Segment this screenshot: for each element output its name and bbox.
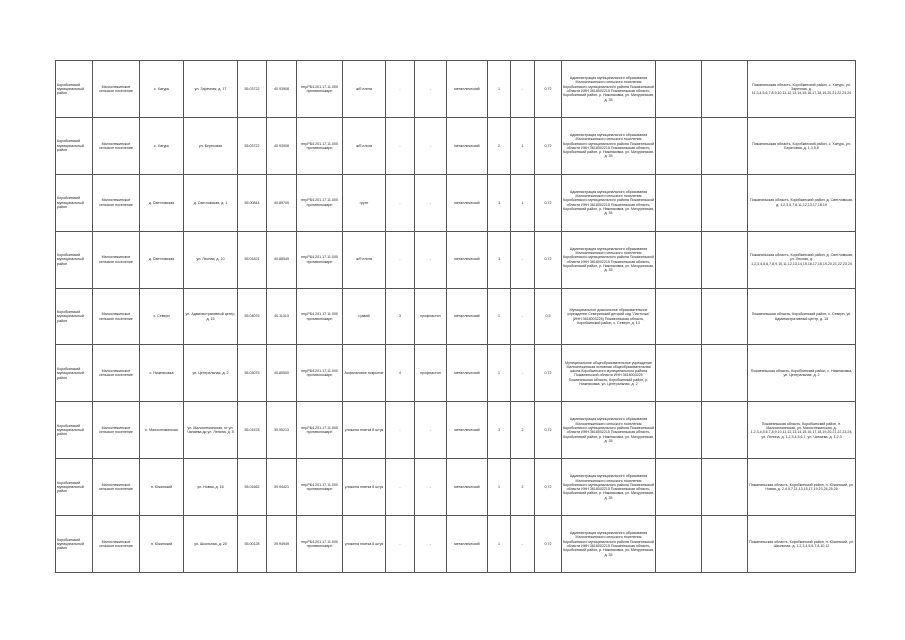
cell-district: Коробкинский муниципальный район [56,117,93,174]
cell-empty-col-a [656,174,702,231]
cell-fence: - [415,174,447,231]
cell-count: 3 [488,174,511,231]
cell-empty-col-a [656,117,702,174]
registry-body [56,61,856,573]
cell-settlement: Малоснежинское сельское поселение [93,288,140,345]
cell-owner: Администрация муниципального образования Малоснежинского сельского поселения Коробкинского муниципального района Пожаеяньской области ИНН 3618002215 Пожаеяньская область, Коробкинский район, р. Нижняковка, ул. Мичуринская, д. 35 [562,516,656,573]
cell-spare: - [511,231,535,288]
cell-district: Коробкинский муниципальный район [56,288,93,345]
cell-spare: 1 [511,117,535,174]
cell-surface: уложена плитка 8 штук [343,516,386,573]
cell-empty-col-a [656,231,702,288]
cell-address: ул. Школьная, д. 20 [184,516,238,573]
cell-empty-col-b [702,345,748,402]
cell-served-addresses: Пожаеяньская область, Коробкинский район, с. Хатурь, ул. Заречная, д. 11,3,4,5,6,7,8,9,10,11,12,13,14,15,16,17,18,19,20,21,22,23,24 [748,61,856,118]
cell-settlement: Малоснежинское сельское поселение [93,402,140,459]
cell-empty-col-b [702,288,748,345]
registry-sheet [55,60,855,573]
cell-container-type: металлический [447,288,488,345]
cell-latitude: 55.00128 [238,516,267,573]
cell-empty-col-b [702,117,748,174]
cell-locality: д. Светловская [140,174,184,231]
cell-container-code: ппу.РБ4.201.17.11.000 противопожарн [297,231,343,288]
cell-area: - [386,61,415,118]
cell-count: 1 [488,345,511,402]
cell-address: ул. Административный центр, д. 15 [184,288,238,345]
cell-settlement: Малоснежинское сельское поселение [93,345,140,402]
cell-latitude: 55.03722 [238,117,267,174]
cell-container-code: ппу.РБ4.201.17.11.000 противопожарн [297,402,343,459]
cell-spare: 1 [511,174,535,231]
cell-owner: Администрация муниципального образования Малоснежинского сельского поселения Коробкинского муниципального района Пожаеяньской области ИНН 3618002215 Пожаеяньская область, Коробкинский район, р. Нижняковка, ул. Мичуринская, д. 35 [562,459,656,516]
cell-settlement: Малоснежинское сельское поселение [93,231,140,288]
cell-latitude: 55.00844 [238,174,267,231]
table-row [56,117,856,174]
cell-district: Коробкинский муниципальный район [56,402,93,459]
cell-district: Коробкинский муниципальный район [56,516,93,573]
cell-fence: - [415,231,447,288]
cell-district: Коробкинский муниципальный район [56,231,93,288]
cell-empty-col-b [702,61,748,118]
cell-latitude: 55.03722 [238,61,267,118]
cell-settlement: Малоснежинское сельское поселение [93,459,140,516]
cell-locality: п. Южинский [140,516,184,573]
cell-fence: - [415,402,447,459]
cell-owner: Администрация муниципального образования Малоснежинского сельского поселения Коробкинского муниципального района Пожаеяньской области ИНН 3618002215 Пожаеяньская область, Коробкинский район, р. Нижняковка, ул. Мичуринская, д. 35 [562,174,656,231]
cell-count: 3 [488,402,511,459]
cell-longitude: 39.94949 [267,516,297,573]
cell-owner: Муниципальное дошкольное образовательное учреждение Северинский детский сад "Ласточка" (ИНН 3618003225) Пожаеяньская область, Коробкинский район, с. Северн, д. 13 [562,288,656,345]
cell-served-addresses: Пожаеяньская область, Коробкинский район, с. Хатурь, ул. Береговая, д. 1,3,5,8 [748,117,856,174]
cell-surface: ж/б плита [343,231,386,288]
cell-spare: - [511,61,535,118]
cell-longitude: 40.11313 [267,288,297,345]
table-row [56,516,856,573]
cell-locality: с. Северн [140,288,184,345]
cell-address: д. Светловская, д. 1 [184,174,238,231]
cell-surface: грунт [343,174,386,231]
cell-container-code: ппу.РБ4.201.17.11.000 противопожарн [297,516,343,573]
cell-container-type: металлический [447,402,488,459]
cell-empty-col-b [702,459,748,516]
cell-fence: профнастил [415,288,447,345]
cell-fence: - [415,61,447,118]
cell-served-addresses: Пожаеяньская область, Коробкинский район, п. Южинский, ул. Школьная, д. 1,2,3,4,5,6,7,8,10,12 [748,516,856,573]
cell-address: ул. Малоснежинская, от ул. Чапаева до ул. Ленина, д. 5 [184,402,238,459]
cell-locality: с. Нижняковка [140,345,184,402]
cell-container-code: ппу.РБ4.201.17.11.000 противопожарн [297,345,343,402]
cell-area: - [386,459,415,516]
cell-address: ул. Заречная, д. 17 [184,61,238,118]
cell-area: - [386,402,415,459]
cell-latitude: 55.01578 [238,402,267,459]
cell-surface: гравий [343,288,386,345]
cell-container-type: металлический [447,174,488,231]
cell-owner: Администрация муниципального образования Малоснежинского сельского поселения Коробкинского муниципального района Пожаеяньской области ИНН 3618002215 Пожаеяньская область, Коробкинский район, р. Нижняковка, ул. Мичуринская, д. 35 [562,231,656,288]
cell-volume: 0,72 [535,231,562,288]
cell-fence: - [415,459,447,516]
table-row [56,345,856,402]
table-row [56,231,856,288]
cell-district: Коробкинский муниципальный район [56,459,93,516]
cell-fence: - [415,516,447,573]
cell-empty-col-b [702,231,748,288]
cell-volume: 0,5 [535,288,562,345]
cell-spare: 2 [511,402,535,459]
cell-settlement: Малоснежинское сельское поселение [93,117,140,174]
cell-fence: профнастил [415,345,447,402]
cell-fence: - [415,117,447,174]
cell-container-code: ппу.РБ4.201.17.11.000 противопожарн [297,117,343,174]
cell-locality: с. Хатурь [140,117,184,174]
cell-spare: - [511,288,535,345]
cell-container-type: металлический [447,459,488,516]
cell-address: ул. Центральная, д. 2 [184,345,238,402]
cell-area: - [386,231,415,288]
cell-surface: ж/б плита [343,117,386,174]
cell-served-addresses: Пожаеяньская область, Коробкинский район, д. Светловская, ул. Лесная, д. 1,2,3,4,5,6,7,8,9,10,11,12,13,14,15,16,17,18,19,20,21,22,23,24 [748,231,856,288]
cell-volume: 0,72 [535,117,562,174]
cell-area: 3 [386,288,415,345]
cell-address: ул. Лесная, д. 10 [184,231,238,288]
cell-address: ул. Береговая [184,117,238,174]
cell-area: - [386,117,415,174]
cell-owner: Администрация муниципального образования Малоснежинского сельского поселения Коробкинского муниципального района Пожаеяньской области ИНН 3618002215 Пожаеяньская область, Коробкинский район, р. Нижняковка, ул. Мичуринская, д. 35 [562,117,656,174]
cell-owner: Администрация муниципального образования Малоснежинского сельского поселения Коробкинского муниципального района Пожаеяньской области ИНН 3618002215 Пожаеяньская область, Коробкинский район, р. Нижняковка, ул. Мичуринская, д. 35 [562,61,656,118]
cell-owner: Администрация муниципального образования Малоснежинского сельского поселения Коробкинского муниципального района Пожаеяньской области ИНН 3618002215 Пожаеяньская область, Коробкинский район, р. Нижняковка, ул. Мичуринская, д. 35 [562,402,656,459]
table-row [56,61,856,118]
cell-volume: 0,72 [535,174,562,231]
cell-settlement: Малоснежинское сельское поселение [93,61,140,118]
cell-latitude: 55.03075 [238,345,267,402]
cell-empty-col-a [656,459,702,516]
cell-volume: 0,72 [535,402,562,459]
cell-volume: 0,72 [535,61,562,118]
cell-address: ул. Новая, д. 16 [184,459,238,516]
cell-empty-col-a [656,288,702,345]
cell-container-type: металлический [447,345,488,402]
cell-area: 4 [386,345,415,402]
cell-container-code: ппу.РБ4.201.17.11.000 противопожарн [297,459,343,516]
cell-district: Коробкинский муниципальный район [56,61,93,118]
cell-empty-col-b [702,174,748,231]
cell-container-type: металлический [447,231,488,288]
cell-settlement: Малоснежинское сельское поселение [93,516,140,573]
cell-area: - [386,174,415,231]
cell-count: 1 [488,459,511,516]
cell-longitude: 40.88549 [267,231,297,288]
cell-spare: - [511,516,535,573]
cell-longitude: 39.95213 [267,402,297,459]
cell-container-code: ппу.РБ4.201.17.11.000 противопожарн [297,174,343,231]
table-row [56,402,856,459]
cell-container-type: металлический [447,516,488,573]
cell-longitude: 40.93908 [267,61,297,118]
cell-locality: п. Южинский [140,459,184,516]
table-row [56,174,856,231]
cell-served-addresses: Пожаеяньская область, Коробкинский район, п. Малоснежинская, ул. Малоснежинская, д. 1,2,3,4,5,6,7,8,9,10,11,12,13,14,15,16,17,18,19,20,21,22,23,24; ул. Ленина, д. 1,2,3,4,5,6,7; ул. Чапаева, д. 1,2,3 [748,402,856,459]
cell-spare: 2 [511,459,535,516]
cell-area: - [386,516,415,573]
cell-count: 1 [488,288,511,345]
cell-surface: уложена плитка 8 штук [343,459,386,516]
table-row [56,459,856,516]
cell-surface: Асфальтовое покрытие [343,345,386,402]
cell-longitude: 40.89700 [267,174,297,231]
table-row [56,288,856,345]
cell-locality: п. Малоснежинская [140,402,184,459]
cell-volume: 0,72 [535,459,562,516]
cell-locality: с. Хатурь [140,61,184,118]
cell-volume: 0,72 [535,516,562,573]
cell-latitude: 55.01821 [238,231,267,288]
cell-longitude: 40.93908 [267,117,297,174]
cell-count: 1 [488,61,511,118]
cell-served-addresses: Пожаеяньская область, Коробкинский район, с. Северн, ул. Административный центр, д. 15 [748,288,856,345]
cell-count: 1 [488,516,511,573]
cell-count: 3 [488,231,511,288]
cell-empty-col-b [702,516,748,573]
cell-surface: ж/б плита [343,61,386,118]
cell-empty-col-b [702,402,748,459]
cell-owner: Муниципальное общеобразовательное учреждение Малоснежинская основная общеобразовательная школа Коробкинского муниципального района Пожаеяньской области ИНН 3618003225 Пожаеяньская область, Коробкинский район, р. Нижняковка, ул. Центральная, д. 2 [562,345,656,402]
cell-settlement: Малоснежинское сельское поселение [93,174,140,231]
cell-district: Коробкинский муниципальный район [56,345,93,402]
cell-spare: - [511,345,535,402]
cell-served-addresses: Пожаеяньская область, Коробкинский район, п. Южинский, ул. Новая, д. 2,4,5,7,11,13,15,17,19,23,24,25,26 [748,459,856,516]
cell-container-type: металлический [447,61,488,118]
cell-container-type: металлический [447,117,488,174]
cell-empty-col-a [656,61,702,118]
cell-empty-col-a [656,345,702,402]
cell-volume: 0,72 [535,345,562,402]
cell-empty-col-a [656,402,702,459]
cell-served-addresses: Пожаеяньская область, Коробкинский район, с. Нижняковка, ул. Центральная, д. 2 [748,345,856,402]
cell-latitude: 55.01662 [238,459,267,516]
cell-count: 2 [488,117,511,174]
cell-longitude: 40.89500 [267,345,297,402]
cell-district: Коробкинский муниципальный район [56,174,93,231]
cell-container-code: ппу.РБ4.201.17.11.000 противопожарн [297,61,343,118]
cell-surface: уложена плитка 8 штук [343,402,386,459]
registry-table [55,60,856,573]
cell-longitude: 39.94421 [267,459,297,516]
cell-empty-col-a [656,516,702,573]
cell-latitude: 55.04076 [238,288,267,345]
cell-served-addresses: Пожаеяньская область, Коробкинский район, д. Светловская, д. 1,2,3,5,7,8,11,12,13,17,18,19 [748,174,856,231]
cell-locality: д. Светловская [140,231,184,288]
cell-container-code: ппу.РБ4.201.17.11.000 противопожарн [297,288,343,345]
